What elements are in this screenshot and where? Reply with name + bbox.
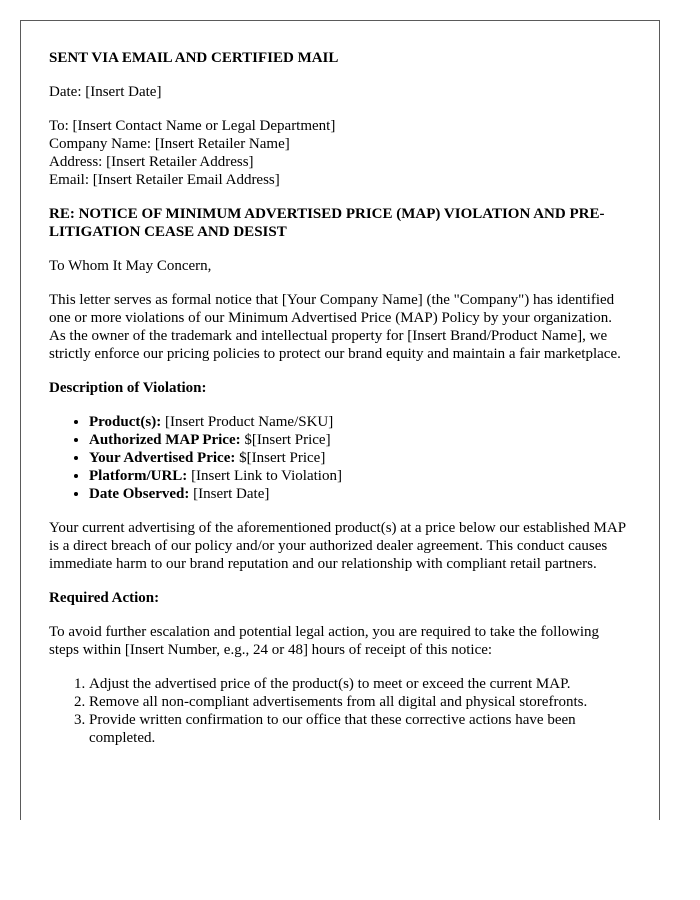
letter-page bbox=[20, 20, 660, 820]
violation-item-map-price bbox=[89, 431, 631, 449]
violation-value: [Insert Product Name/SKU] bbox=[161, 414, 334, 430]
recipient-company: Company Name: [Insert Retailer Name] bbox=[49, 136, 290, 152]
action-steps-list bbox=[49, 675, 631, 747]
violation-value: $[Insert Price] bbox=[240, 432, 331, 448]
violation-list bbox=[49, 413, 631, 503]
action-step: 3. Provide written confirmation to our office that these corrective actions have been completed. bbox=[89, 711, 631, 747]
violation-label: Date Observed: bbox=[89, 486, 190, 502]
action-intro: To avoid further escalation and potential legal action, you are required to take the following steps within [Insert Number, e.g., 24 or 48] hours of receipt of this notice: bbox=[49, 624, 600, 658]
violation-label: Authorized MAP Price: bbox=[89, 432, 241, 448]
subject-line: RE: NOTICE OF MINIMUM ADVERTISED PRICE (MAP) VIOLATION AND PRE-LITIGATION CEASE AND DESIST bbox=[49, 206, 605, 240]
violation-value: [Insert Link to Violation] bbox=[187, 468, 342, 484]
violation-item-advertised-price bbox=[89, 449, 631, 467]
violation-heading: Description of Violation: bbox=[49, 380, 207, 396]
violation-label: Platform/URL: bbox=[89, 468, 188, 484]
violation-value: [Insert Date] bbox=[189, 486, 270, 502]
letter-date: Date: [Insert Date] bbox=[49, 84, 162, 100]
violation-value: $[Insert Price] bbox=[235, 450, 326, 466]
recipient-email: Email: [Insert Retailer Email Address] bbox=[49, 172, 280, 188]
violation-item-platform bbox=[89, 467, 631, 485]
letter-body bbox=[49, 49, 631, 763]
delivery-method: SENT VIA EMAIL AND CERTIFIED MAIL bbox=[49, 50, 339, 66]
recipient-to: To: [Insert Contact Name or Legal Department] bbox=[49, 118, 336, 134]
recipient-address: Address: [Insert Retailer Address] bbox=[49, 154, 254, 170]
violation-item-product bbox=[89, 413, 631, 431]
intro-paragraph: This letter serves as formal notice that [Your Company Name] (the "Company") has identified one or more violations of our Minimum Advertised Price (MAP) Policy by your organization. As the owner of the trademark and intellectual property for [Insert Brand/Product Name], we strictly enforce our pricing policies to protect our brand equity and maintain a fair marketplace. bbox=[49, 292, 621, 362]
recipient-block bbox=[49, 117, 631, 189]
action-heading: Required Action: bbox=[49, 590, 160, 606]
salutation: To Whom It May Concern, bbox=[49, 258, 212, 274]
breach-paragraph: Your current advertising of the aforementioned product(s) at a price below our established MAP is a direct breach of our policy and/or your authorized dealer agreement. This conduct causes immediate harm to our brand reputation and our relationship with compliant retail partners. bbox=[49, 520, 626, 572]
action-step: 1. Adjust the advertised price of the product(s) to meet or exceed the current MAP. bbox=[89, 675, 631, 693]
violation-label: Product(s): bbox=[89, 414, 162, 430]
violation-item-date bbox=[89, 485, 631, 503]
action-step: 2. Remove all non-compliant advertisements from all digital and physical storefronts. bbox=[89, 693, 631, 711]
violation-label: Your Advertised Price: bbox=[89, 450, 236, 466]
